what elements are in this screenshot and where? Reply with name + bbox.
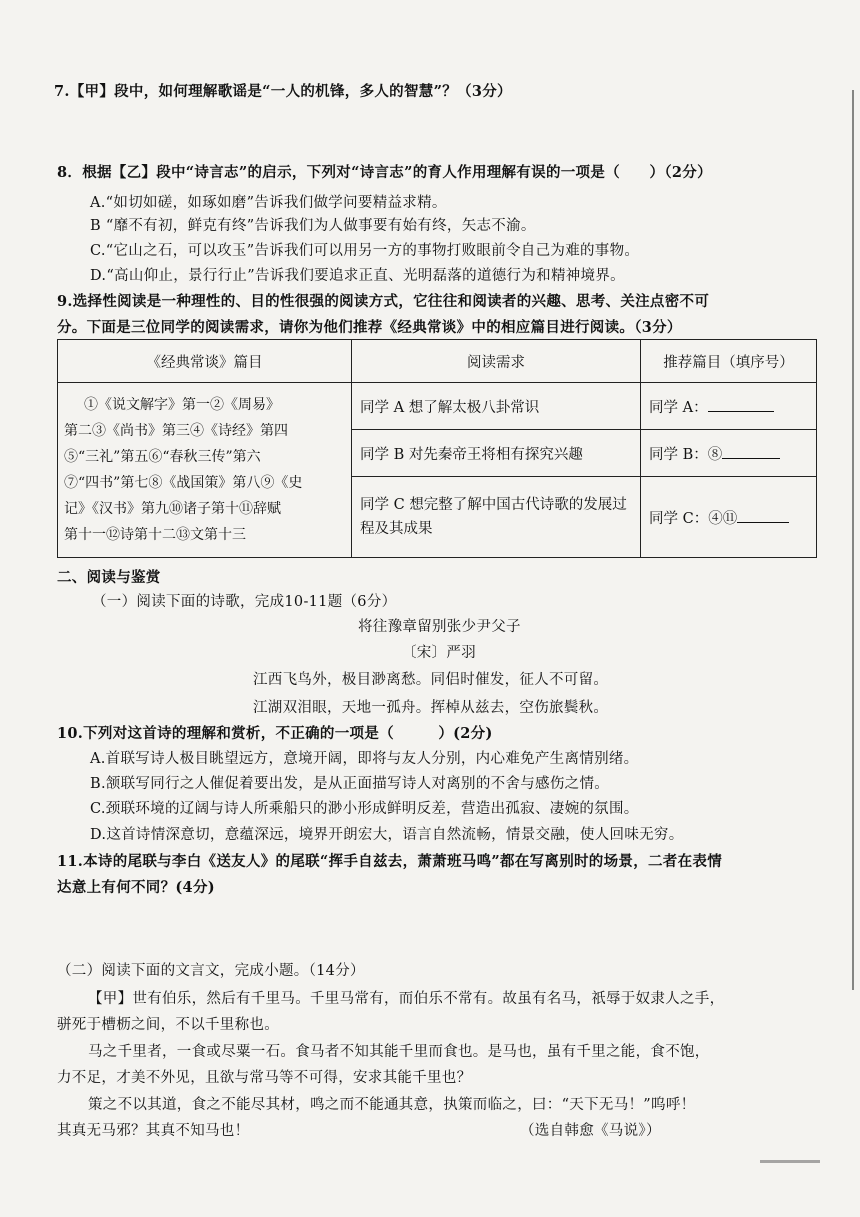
section-2-title: 二、阅读与鉴赏 (57, 569, 161, 586)
question-10-option-c: C.颈联环境的辽阔与诗人所乘船只的渺小形成鲜明反差，营造出孤寂、凄婉的氛围。 (90, 801, 639, 817)
table-header-need: 阅读需求 (352, 340, 641, 383)
question-10-option-b: B.颔联写同行之人催促着要出发，是从正面描写诗人对离别的不舍与感伤之情。 (90, 776, 610, 792)
catalog-line: 第二③《尚书》第三④《诗经》第四 (64, 423, 288, 439)
question-11-line2: 达意上有何不同？(4分) (57, 879, 215, 896)
table-header-pick: 推荐篇目（填序号） (641, 340, 817, 383)
need-cell-b: 同学 B 对先秦帝王将相有探究兴趣 (352, 430, 641, 477)
classical-p3-line2: 其真无马邪？其真不知马也！ (57, 1123, 250, 1139)
poem-title: 将往豫章留别张少尹父子 (358, 619, 521, 635)
need-cell-c: 同学 C 想完整了解中国古代诗歌的发展过程及其成果 (352, 477, 641, 558)
question-7: 7.【甲】段中，如何理解歌谣是“一人的机锋，多人的智慧”？（3分） (54, 83, 512, 100)
answer-blank-a[interactable] (708, 397, 774, 412)
catalog-line: 记》《汉书》第九⑩诸子第十⑪辞赋 (64, 501, 281, 517)
catalog-line: ①《说文解字》第一②《周易》 (84, 397, 280, 413)
scan-border-line (852, 90, 854, 990)
question-8-option-a: A.“如切如磋，如琢如磨”告诉我们做学问要精益求精。 (90, 195, 447, 211)
pick-cell-b (641, 430, 817, 477)
pick-label-c: 同学 C：④⑪ (649, 510, 738, 527)
poem-line-1: 江西飞鸟外，极目渺离愁。同侣时催发，征人不可留。 (253, 672, 609, 688)
catalog-cell (58, 383, 352, 558)
classical-p1-line2: 骈死于槽枥之间，不以千里称也。 (57, 1017, 279, 1033)
question-8-stem: 8．根据【乙】段中“诗言志”的启示，下列对“诗言志”的育人作用理解有误的一项是（ ）（2分） (57, 164, 712, 181)
catalog-line: 第十一⑫诗第十二⑬文第十三 (64, 527, 246, 543)
table-header-catalog: 《经典常谈》篇目 (58, 340, 352, 383)
classical-text-intro: （二）阅读下面的文言文，完成小题。（14分） (57, 963, 365, 979)
pick-cell-c (641, 477, 817, 558)
question-8-option-b: B “靡不有初，鲜克有终”告诉我们为人做事要有始有终，矢志不渝。 (90, 218, 536, 234)
catalog-line: ⑦“四书”第七⑧《战国策》第八⑨《史 (64, 475, 303, 491)
question-10-stem: 10.下列对这首诗的理解和赏析，不正确的一项是（ ）(2分) (57, 725, 493, 742)
question-10-option-a: A.首联写诗人极目眺望远方，意境开阔，即将与友人分别，内心难免产生离情别绪。 (90, 751, 639, 767)
question-8-option-c: C.“它山之石，可以攻玉”告诉我们可以用另一方的事物打败眼前令自己为难的事物。 (90, 243, 640, 259)
classical-p3-line1: 策之不以其道，食之不能尽其材，鸣之而不能通其意，执策而临之，曰：“天下无马！”呜呼！ (88, 1097, 696, 1113)
question-9-stem-line2: 分。下面是三位同学的阅读需求，请你为他们推荐《经典常谈》中的相应篇目进行阅读。（3分） (57, 319, 682, 336)
question-10-option-d: D.这首诗情深意切，意蕴深远，境界开朗宏大，语言自然流畅，情景交融，使人回味无穷。 (90, 827, 684, 843)
catalog-line: ⑤“三礼”第五⑥“春秋三传”第六 (64, 449, 261, 465)
classical-p2-line1: 马之千里者，一食或尽粟一石。食马者不知其能千里而食也。是马也，虽有千里之能，食不饱， (88, 1044, 710, 1060)
scan-smudge (760, 1160, 820, 1163)
pick-label-b: 同学 B：⑧ (649, 446, 723, 463)
question-8-option-d: D.“高山仰止，景行行止”告诉我们要追求正直、光明磊落的道德行为和精神境界。 (90, 268, 625, 284)
answer-blank-b[interactable] (722, 444, 780, 459)
reading-recommendation-table (57, 339, 817, 558)
classical-source: （选自韩愈《马说》） (520, 1123, 661, 1139)
need-cell-a: 同学 A 想了解太极八卦常识 (352, 383, 641, 430)
answer-blank-c[interactable] (737, 508, 789, 523)
pick-cell-a (641, 383, 817, 430)
poem-intro: （一）阅读下面的诗歌，完成10-11题（6分） (92, 594, 397, 610)
pick-label-a: 同学 A： (649, 399, 708, 416)
question-9-stem-line1: 9.选择性阅读是一种理性的、目的性很强的阅读方式，它往往和阅读者的兴趣、思考、关注点密不可 (57, 293, 710, 310)
poem-line-2: 江湖双泪眼，天地一孤舟。挥棹从兹去，空伤旅鬓秋。 (253, 700, 609, 716)
poem-author: 〔宋〕严羽 (402, 645, 476, 661)
question-11-line1: 11.本诗的尾联与李白《送友人》的尾联“挥手自兹去，萧萧班马鸣”都在写离别时的场景，二者在表情 (57, 853, 723, 870)
classical-p1-line1: 【甲】世有伯乐，然后有千里马。千里马常有，而伯乐不常有。故虽有名马，祇辱于奴隶人之手， (88, 991, 725, 1007)
classical-p2-line2: 力不足，才美不外见，且欲与常马等不可得，安求其能千里也？ (57, 1070, 472, 1086)
